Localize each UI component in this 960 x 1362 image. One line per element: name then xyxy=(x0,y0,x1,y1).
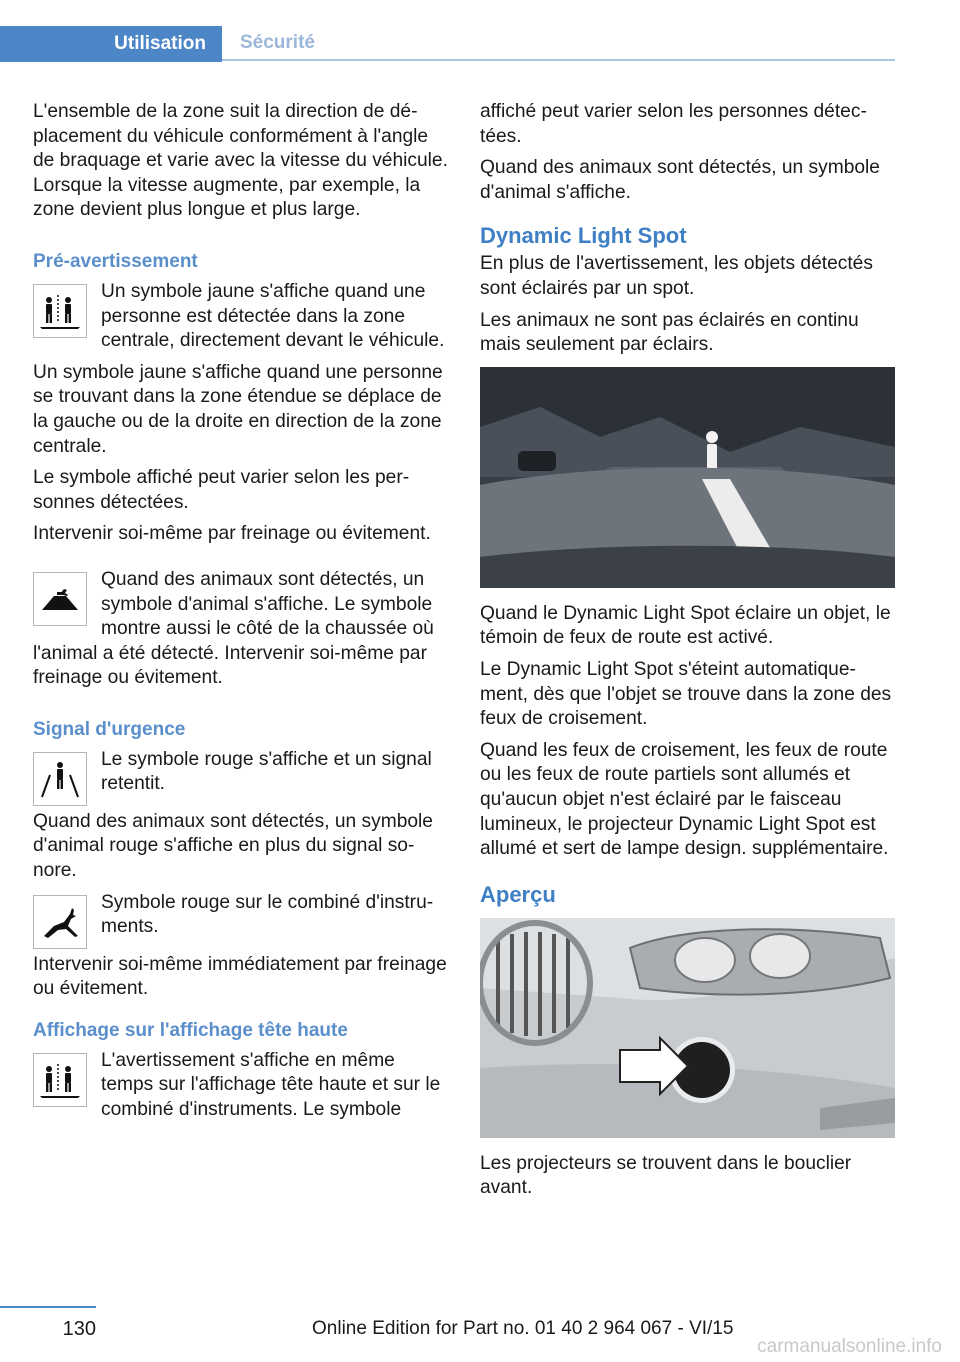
hud-text-1: L'avertissement s'affiche en même temps sur l'affichage tête haute et sur le combiné d'instruments. Le symbole xyxy=(101,1049,441,1121)
dls-text-1: En plus de l'avertissement, les objets détectés sont éclairés par un spot. xyxy=(480,253,873,299)
urg-text-1: Le symbole rouge s'affiche et un signal retentit. xyxy=(101,748,432,795)
urgent-animal-block xyxy=(33,891,448,953)
urg-text-2: Quand des animaux sont détectés, un symbole d'animal rouge s'affiche en plus du signal sonore. xyxy=(33,810,433,882)
dls-text-2: Les animaux ne sont pas éclairés en continu mais seulement par éclairs. xyxy=(480,309,859,356)
headlight-overview-image xyxy=(480,918,895,1138)
dls-text-3: Quand le Dynamic Light Spot éclaire un objet, le témoin de feux de route est activé. xyxy=(480,602,891,649)
watermark-text: carmanualsonline.info xyxy=(757,1336,942,1357)
pre-text-4: Intervenir soi-même par freinage ou évitement. xyxy=(33,523,431,545)
heading-hud: Affichage sur l'affichage tête haute xyxy=(33,1019,348,1041)
tab-utilisation[interactable]: Utilisation xyxy=(0,26,222,62)
pre-text-5: Quand des animaux sont détectés, un symbole d'animal s'affiche. Le symbole montre aussi le côté de la chaussée où l'animal a été détecté. Intervenir soi-même par freinage ou évitement. xyxy=(33,568,434,689)
cont-text-2: Quand des animaux sont détectés, un symbole d'animal s'affiche. xyxy=(480,157,880,203)
dls-text-5: Quand les feux de croisement, les feux de route ou les feux de route partiels sont allumés et qu'aucun objet n'est éclairé par le faisceau lumineux, le projecteur Dynamic Light Spot est allumé et sert de lampe design. supplémentaire. xyxy=(480,739,889,860)
urg-text-4: Intervenir soi-même immédiatement par freinage ou évitement. xyxy=(33,953,447,1000)
hud-block xyxy=(33,1049,448,1130)
heading-apercu: Aperçu xyxy=(480,881,556,907)
footer-rule xyxy=(0,1306,96,1308)
pedestrian-red-warning-icon xyxy=(33,752,87,806)
pre-text-3: Le symbole affiché peut varier selon les personnes détectées. xyxy=(33,467,410,513)
pedestrian-hud-icon xyxy=(33,1053,87,1107)
cont-text-1: affiché peut varier selon les personnes détectées. xyxy=(480,101,867,147)
pre-warning-person-block xyxy=(33,280,448,361)
right-column xyxy=(480,100,895,1208)
heading-signal-urgence: Signal d'urgence xyxy=(33,718,186,740)
night-road-image xyxy=(480,367,895,588)
left-column xyxy=(33,100,448,1130)
pre-text-1: Un symbole jaune s'affiche quand une personne est détectée dans la zone centrale, directement devant le véhicule. xyxy=(101,280,445,352)
intro-paragraph: L'ensemble de la zone suit la direction de déplacement du véhicule conformément à l'angle de braquage et varie avec la vitesse du véhicule. Lorsque la vitesse augmente, par exemple, la zone devient plus longue et plus large. xyxy=(33,101,448,221)
pre-warning-animal-block xyxy=(33,568,448,698)
heading-pre-avertissement: Pré-avertissement xyxy=(33,250,198,272)
tab-divider xyxy=(222,59,895,61)
apercu-text-1: Les projecteurs se trouvent dans le bouclier avant. xyxy=(480,1152,852,1199)
tab-securite[interactable]: Sécurité xyxy=(240,32,315,53)
deer-red-warning-icon xyxy=(33,895,87,949)
header-tabs xyxy=(0,26,895,62)
heading-dynamic-light-spot: Dynamic Light Spot xyxy=(480,223,687,249)
urg-text-3: Symbole rouge sur le combiné d'instruments. xyxy=(101,891,434,938)
page-number: 130 xyxy=(62,1318,96,1340)
pre-text-2: Un symbole jaune s'affiche quand une personne se trouvant dans la zone étendue se déplace de la gauche ou de la droite en direction de la zone centrale. xyxy=(33,361,443,457)
dls-text-4: Le Dynamic Light Spot s'éteint automatiquement, dès que l'objet se trouve dans la zone des feux de croisement. xyxy=(480,658,892,730)
animal-warning-icon xyxy=(33,572,87,626)
pedestrian-warning-icon xyxy=(33,284,87,338)
edition-text: Online Edition for Part no. 01 40 2 964 067 - VI/15 xyxy=(312,1318,734,1339)
urgent-person-block xyxy=(33,748,448,810)
